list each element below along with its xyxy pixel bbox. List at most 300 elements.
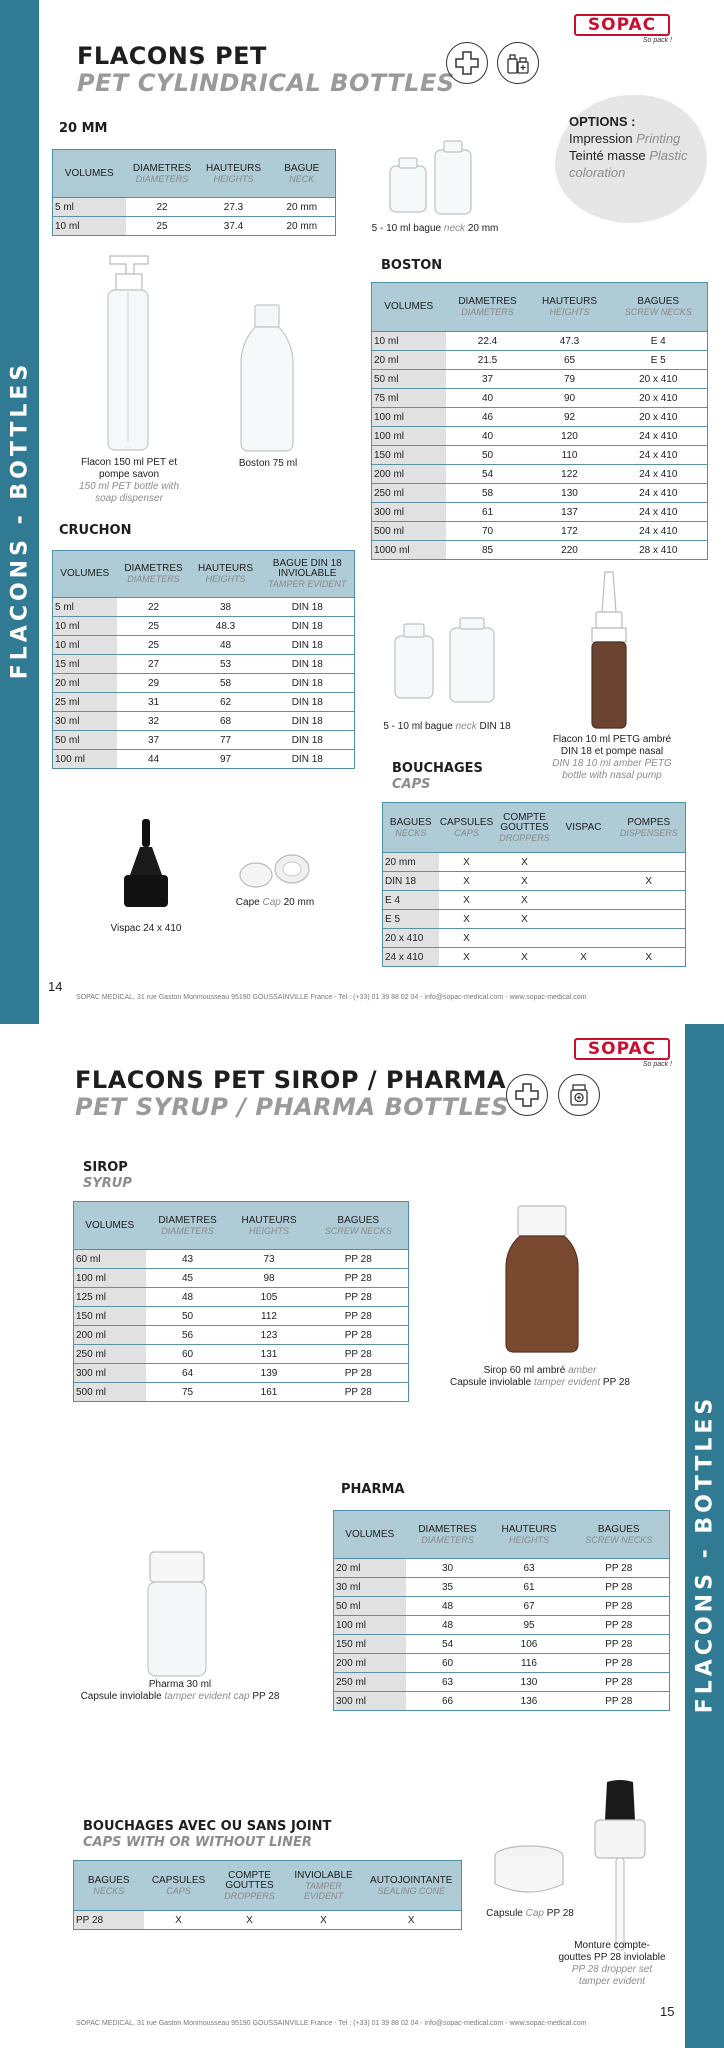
table-row xyxy=(372,522,708,541)
page-15 xyxy=(0,1024,724,2048)
table-cell: 24 x 410 xyxy=(610,503,708,522)
table-cell: 73 xyxy=(230,1250,309,1269)
page-subtitle: PET CYLINDRICAL BOTTLES xyxy=(77,69,455,97)
caption-soap-dispenser: Flacon 150 ml PET et pompe savon 150 ml PET bottle with soap dispenser xyxy=(78,457,180,504)
table-cell: PP 28 xyxy=(569,1597,670,1616)
table-cell: DIN 18 xyxy=(261,731,355,750)
page-number: 15 xyxy=(660,2004,675,2019)
table-cell: 40 xyxy=(446,427,530,446)
page-number: 14 xyxy=(48,979,63,994)
table-cell: PP 28 xyxy=(569,1578,670,1597)
table-cell: 92 xyxy=(530,408,610,427)
table-row xyxy=(334,1597,670,1616)
table-cell: 60 xyxy=(406,1654,490,1673)
section-syrup-title: SIROP xyxy=(83,1160,128,1175)
table-cell: 85 xyxy=(446,541,530,560)
column-header: CAPSULES CAPS xyxy=(439,803,495,853)
table-cell: 50 xyxy=(146,1307,230,1326)
table-cell: 24 x 410 xyxy=(383,948,439,967)
caption-cap-20mm: Cape Cap 20 mm xyxy=(235,897,315,908)
table-cell: 24 x 410 xyxy=(610,446,708,465)
table-cell: 300 ml xyxy=(74,1364,146,1383)
table-cell: 250 ml xyxy=(372,484,446,503)
table-cell xyxy=(495,929,555,948)
column-header: DIAMETRES DIAMETERS xyxy=(146,1202,230,1250)
table-row xyxy=(53,217,336,236)
table-cell: DIN 18 xyxy=(261,636,355,655)
table-cell: 300 ml xyxy=(334,1692,406,1711)
table-cell: 40 xyxy=(446,389,530,408)
table-pharma xyxy=(333,1510,670,1711)
table-cell: 200 ml xyxy=(372,465,446,484)
column-header: BAGUE NECK xyxy=(269,150,336,198)
option-coloration-2: coloration xyxy=(569,165,626,180)
table-row xyxy=(334,1673,670,1692)
table-cell xyxy=(613,891,686,910)
column-header: BAGUES SCREW NECKS xyxy=(610,283,708,332)
cross-icon xyxy=(446,42,488,84)
table-cell: 44 xyxy=(117,750,191,769)
option-printing: Impression Printing xyxy=(569,131,681,146)
table-row xyxy=(53,731,355,750)
table-cell: 150 ml xyxy=(372,446,446,465)
table-cell: 46 xyxy=(446,408,530,427)
table-cell: E 4 xyxy=(610,332,708,351)
table-cell: E 5 xyxy=(610,351,708,370)
table-cell: 65 xyxy=(530,351,610,370)
table-cell: 172 xyxy=(530,522,610,541)
table-cell: 106 xyxy=(490,1635,569,1654)
table-cell: 58 xyxy=(191,674,261,693)
table-row xyxy=(372,408,708,427)
table-cell: DIN 18 xyxy=(261,750,355,769)
cross-icon xyxy=(506,1074,548,1116)
section-cruchon-title: CRUCHON xyxy=(59,523,132,538)
table-cell: 25 xyxy=(117,636,191,655)
table-cell: 25 xyxy=(117,617,191,636)
table-boston xyxy=(371,282,708,560)
table-cell: 63 xyxy=(406,1673,490,1692)
section-pharma-title: PHARMA xyxy=(341,1482,405,1497)
table-cell: 220 xyxy=(530,541,610,560)
nasal-pump-bottle-image xyxy=(584,570,634,730)
table-cell xyxy=(613,853,686,872)
cap-20mm-image xyxy=(236,853,316,893)
table-row xyxy=(74,1307,409,1326)
table-row xyxy=(53,617,355,636)
table-cell: PP 28 xyxy=(74,1911,144,1930)
section-caps-title: BOUCHAGES xyxy=(392,761,483,776)
table-cell: 30 xyxy=(406,1559,490,1578)
caption-capsule-pp28: Capsule Cap PP 28 xyxy=(486,1908,574,1919)
caption-vispac: Vispac 24 x 410 xyxy=(110,923,182,934)
table-cell: 37 xyxy=(446,370,530,389)
table-row xyxy=(372,351,708,370)
table-row xyxy=(383,891,686,910)
table-cell: 54 xyxy=(446,465,530,484)
table-cell: X xyxy=(495,891,555,910)
column-header: VOLUMES xyxy=(53,551,117,598)
column-header: VOLUMES xyxy=(74,1202,146,1250)
column-header: HAUTEURS HEIGHTS xyxy=(230,1202,309,1250)
caption-boston: Boston 75 ml xyxy=(238,458,298,469)
table-cell: DIN 18 xyxy=(261,712,355,731)
table-cell: 10 ml xyxy=(53,617,117,636)
table-cell: 20 mm xyxy=(269,217,336,236)
boston-bottle-image xyxy=(237,303,297,453)
column-header: HAUTEURS HEIGHTS xyxy=(191,551,261,598)
table-caps xyxy=(382,802,686,967)
table-cell: 50 xyxy=(446,446,530,465)
table-cell xyxy=(555,853,613,872)
table-cell: PP 28 xyxy=(569,1635,670,1654)
table-row xyxy=(53,655,355,674)
table-cell: X xyxy=(214,1911,286,1930)
table-row xyxy=(383,853,686,872)
table-cell xyxy=(555,929,613,948)
table-cell: 35 xyxy=(406,1578,490,1597)
table-cell: 300 ml xyxy=(372,503,446,522)
table-cell: 90 xyxy=(530,389,610,408)
table-cell: 110 xyxy=(530,446,610,465)
column-header: COMPTE GOUTTES DROPPERS xyxy=(214,1861,286,1911)
table-cell: 15 ml xyxy=(53,655,117,674)
table-row xyxy=(53,198,336,217)
table-cell: 24 x 410 xyxy=(610,465,708,484)
table-cell: 95 xyxy=(490,1616,569,1635)
column-header: POMPES DISPENSERS xyxy=(613,803,686,853)
sopac-logo: SOPAC So pack ! xyxy=(574,1038,674,1072)
table-row xyxy=(383,910,686,929)
soap-dispenser-image xyxy=(98,252,158,452)
table-cell: 75 ml xyxy=(372,389,446,408)
table-row xyxy=(334,1654,670,1673)
column-header: DIAMETRES DIAMETERS xyxy=(126,150,199,198)
table-row xyxy=(53,636,355,655)
table-cell: 20 mm xyxy=(269,198,336,217)
table-cell: 47.3 xyxy=(530,332,610,351)
table-cell: X xyxy=(439,929,495,948)
table-cell: 100 ml xyxy=(372,427,446,446)
table-cell: 67 xyxy=(490,1597,569,1616)
table-cell: 64 xyxy=(146,1364,230,1383)
section-boston-title: BOSTON xyxy=(381,258,443,273)
table-row xyxy=(74,1326,409,1345)
table-cell: 20 x 410 xyxy=(610,370,708,389)
table-row xyxy=(74,1250,409,1269)
footer: SOPAC MEDICAL, 31 rue Gaston Monmousseau 95190 GOUSSAINVILLE France - Tel : (+33) 01 39 88 02 04 - info@sopac-medical.com - www.sopac-medical.com xyxy=(76,2020,587,2027)
table-row xyxy=(53,598,355,617)
table-cell: 48.3 xyxy=(191,617,261,636)
column-header: HAUTEURS HEIGHTS xyxy=(490,1511,569,1559)
table-cell: 150 ml xyxy=(334,1635,406,1654)
table-cell: 63 xyxy=(490,1559,569,1578)
page-title: FLACONS PET xyxy=(77,42,267,70)
column-header: BAGUES NECKS xyxy=(74,1861,144,1911)
table-row xyxy=(334,1559,670,1578)
caption-syrup: Sirop 60 ml ambré amber Capsule inviolable tamper evident PP 28 xyxy=(450,1365,630,1388)
table-cell: 66 xyxy=(406,1692,490,1711)
table-cell: 500 ml xyxy=(74,1383,146,1402)
column-header: AUTOJOINTANTE SEALING CONE xyxy=(362,1861,462,1911)
table-cell: 32 xyxy=(117,712,191,731)
table-cell: 22 xyxy=(117,598,191,617)
table-row xyxy=(53,674,355,693)
table-row xyxy=(74,1364,409,1383)
table-row xyxy=(74,1911,462,1930)
table-cell: 45 xyxy=(146,1269,230,1288)
table-cell: DIN 18 xyxy=(383,872,439,891)
table-cell: X xyxy=(613,872,686,891)
column-header: BAGUE DIN 18 INVIOLABLE TAMPER EVIDENT xyxy=(261,551,355,598)
table-cell: 22 xyxy=(126,198,199,217)
column-header: CAPSULES CAPS xyxy=(144,1861,214,1911)
pharmacy-jar-icon xyxy=(558,1074,600,1116)
column-header: VOLUMES xyxy=(372,283,446,332)
table-cell: 54 xyxy=(406,1635,490,1654)
table-cell: PP 28 xyxy=(309,1345,409,1364)
table-cell: 125 ml xyxy=(74,1288,146,1307)
column-header: DIAMETRES DIAMETERS xyxy=(406,1511,490,1559)
table-cell: PP 28 xyxy=(569,1654,670,1673)
table-cell: X xyxy=(439,910,495,929)
section-caps-liner-title: BOUCHAGES AVEC OU SANS JOINT xyxy=(83,1819,332,1834)
caption-vials-din18: 5 - 10 ml bague neck DIN 18 xyxy=(383,721,511,732)
column-header: HAUTEURS HEIGHTS xyxy=(530,283,610,332)
sopac-logo: SOPAC So pack ! xyxy=(574,14,674,48)
table-cell: 20 x 410 xyxy=(383,929,439,948)
caption-nasal-pump: Flacon 10 ml PETG ambré DIN 18 et pompe nasal DIN 18 10 ml amber PETG bottle with nasal pump xyxy=(552,734,672,781)
table-cell: 139 xyxy=(230,1364,309,1383)
table-cell: 5 ml xyxy=(53,198,126,217)
vials-20mm-image xyxy=(385,138,475,218)
table-cell: 30 ml xyxy=(334,1578,406,1597)
table-cell: DIN 18 xyxy=(261,598,355,617)
table-cell: E 4 xyxy=(383,891,439,910)
table-cell: 97 xyxy=(191,750,261,769)
section-20mm-title: 20 MM xyxy=(59,121,108,136)
table-cell: 48 xyxy=(191,636,261,655)
table-cell: 122 xyxy=(530,465,610,484)
table-cell: 27.3 xyxy=(199,198,269,217)
caption-dropper-pp28: Monture compte- gouttes PP 28 inviolable PP 28 dropper set tamper evident xyxy=(558,1940,666,1987)
table-row xyxy=(53,693,355,712)
column-header: DIAMETRES DIAMETERS xyxy=(117,551,191,598)
table-cell: 100 ml xyxy=(372,408,446,427)
table-row xyxy=(74,1383,409,1402)
table-cell: 27 xyxy=(117,655,191,674)
table-cell: 30 ml xyxy=(53,712,117,731)
table-cell: 10 ml xyxy=(53,217,126,236)
table-row xyxy=(372,446,708,465)
table-cell: 131 xyxy=(230,1345,309,1364)
table-cell: PP 28 xyxy=(309,1326,409,1345)
table-cell: 60 xyxy=(146,1345,230,1364)
table-cell: 100 ml xyxy=(334,1616,406,1635)
vispac-cap-image xyxy=(118,817,178,917)
table-cell: 20 x 410 xyxy=(610,408,708,427)
table-cell: X xyxy=(439,872,495,891)
table-cell: 20 x 410 xyxy=(610,389,708,408)
table-row xyxy=(334,1692,670,1711)
table-cell: X xyxy=(439,948,495,967)
table-cell: 120 xyxy=(530,427,610,446)
table-cell: 5 ml xyxy=(53,598,117,617)
table-cell: 250 ml xyxy=(74,1345,146,1364)
column-header: BAGUES SCREW NECKS xyxy=(569,1511,670,1559)
table-cell: 31 xyxy=(117,693,191,712)
table-cell xyxy=(555,872,613,891)
column-header: VOLUMES xyxy=(53,150,126,198)
side-label: FLACONS - BOTTLES xyxy=(692,1394,718,1714)
table-cell: 24 x 410 xyxy=(610,484,708,503)
table-cell: 500 ml xyxy=(372,522,446,541)
pharma-bottle-image xyxy=(142,1550,212,1680)
table-cell: 48 xyxy=(146,1288,230,1307)
table-cell: 1000 ml xyxy=(372,541,446,560)
table-cell: PP 28 xyxy=(309,1269,409,1288)
table-cell: 77 xyxy=(191,731,261,750)
page-title: FLACONS PET SIROP / PHARMA xyxy=(75,1066,507,1094)
section-caps-subtitle: CAPS xyxy=(392,777,431,792)
table-cell: 29 xyxy=(117,674,191,693)
table-cell: 98 xyxy=(230,1269,309,1288)
table-cell: X xyxy=(286,1911,362,1930)
table-cell: 75 xyxy=(146,1383,230,1402)
table-syrup xyxy=(73,1201,409,1402)
table-cell: 150 ml xyxy=(74,1307,146,1326)
table-cell: X xyxy=(439,891,495,910)
table-row xyxy=(383,872,686,891)
pharmacy-products-icon xyxy=(497,42,539,84)
table-cell: 112 xyxy=(230,1307,309,1326)
table-cell: PP 28 xyxy=(569,1616,670,1635)
table-cell: DIN 18 xyxy=(261,617,355,636)
column-header: BAGUES NECKS xyxy=(383,803,439,853)
column-header: COMPTE GOUTTES DROPPERS xyxy=(495,803,555,853)
column-header: DIAMETRES DIAMETERS xyxy=(446,283,530,332)
table-cell: 37 xyxy=(117,731,191,750)
table-row xyxy=(372,541,708,560)
table-row xyxy=(372,465,708,484)
table-row xyxy=(372,503,708,522)
table-cell: 10 ml xyxy=(53,636,117,655)
column-header: VISPAC xyxy=(555,803,613,853)
table-cell: PP 28 xyxy=(569,1692,670,1711)
capsule-pp28-image xyxy=(489,1844,569,1904)
table-cell: 28 x 410 xyxy=(610,541,708,560)
table-cell: PP 28 xyxy=(569,1673,670,1692)
table-cell: 70 xyxy=(446,522,530,541)
table-cell: X xyxy=(439,853,495,872)
table-cell: PP 28 xyxy=(569,1559,670,1578)
table-cell: PP 28 xyxy=(309,1288,409,1307)
table-cell xyxy=(555,891,613,910)
table-cell: 43 xyxy=(146,1250,230,1269)
table-cell: 37.4 xyxy=(199,217,269,236)
vials-din18-image xyxy=(390,618,500,708)
table-cell: PP 28 xyxy=(309,1383,409,1402)
table-cell: 116 xyxy=(490,1654,569,1673)
table-cell: 10 ml xyxy=(372,332,446,351)
table-cell xyxy=(613,929,686,948)
table-cell: 21.5 xyxy=(446,351,530,370)
side-label: FLACONS - BOTTLES xyxy=(7,360,33,680)
table-row xyxy=(383,948,686,967)
table-cell: 38 xyxy=(191,598,261,617)
table-cell: 250 ml xyxy=(334,1673,406,1692)
table-caps-liner xyxy=(73,1860,462,1930)
table-cell: 48 xyxy=(406,1597,490,1616)
section-caps-liner-subtitle: CAPS WITH OR WITHOUT LINER xyxy=(83,1835,312,1850)
table-row xyxy=(53,712,355,731)
table-cell: 123 xyxy=(230,1326,309,1345)
table-cell: X xyxy=(362,1911,462,1930)
table-cell: DIN 18 xyxy=(261,655,355,674)
table-cell: X xyxy=(144,1911,214,1930)
option-coloration: Teinté masse Plastic xyxy=(569,148,688,163)
table-row xyxy=(334,1635,670,1654)
column-header: VOLUMES xyxy=(334,1511,406,1559)
table-cell: 62 xyxy=(191,693,261,712)
table-row xyxy=(372,427,708,446)
table-cell: 50 ml xyxy=(372,370,446,389)
table-cell: 136 xyxy=(490,1692,569,1711)
table-row xyxy=(372,389,708,408)
table-cell: 22.4 xyxy=(446,332,530,351)
table-row xyxy=(74,1345,409,1364)
table-cell: 20 ml xyxy=(53,674,117,693)
table-cell: 130 xyxy=(490,1673,569,1692)
table-cell: 68 xyxy=(191,712,261,731)
table-cell: 50 ml xyxy=(334,1597,406,1616)
table-cell: X xyxy=(495,872,555,891)
table-row xyxy=(53,750,355,769)
table-cell: DIN 18 xyxy=(261,693,355,712)
table-cell: 48 xyxy=(406,1616,490,1635)
table-cell: 58 xyxy=(446,484,530,503)
table-cell: X xyxy=(613,948,686,967)
table-cell: 56 xyxy=(146,1326,230,1345)
table-row xyxy=(74,1269,409,1288)
column-header: BAGUES SCREW NECKS xyxy=(309,1202,409,1250)
table-cell: 20 mm xyxy=(383,853,439,872)
syrup-bottle-image xyxy=(502,1204,582,1354)
caption-vials-20mm: 5 - 10 ml bague neck 20 mm xyxy=(371,223,499,234)
table-row xyxy=(372,370,708,389)
table-cell: 24 x 410 xyxy=(610,522,708,541)
table-cell: 100 ml xyxy=(74,1269,146,1288)
table-cell: PP 28 xyxy=(309,1250,409,1269)
table-cruchon xyxy=(52,550,355,769)
table-cell: 24 x 410 xyxy=(610,427,708,446)
caption-pharma: Pharma 30 ml Capsule inviolable tamper evident cap PP 28 xyxy=(80,1679,280,1702)
table-cell xyxy=(555,910,613,929)
column-header: INVIOLABLE TAMPER EVIDENT xyxy=(286,1861,362,1911)
table-20mm xyxy=(52,149,336,236)
table-cell: 60 ml xyxy=(74,1250,146,1269)
table-cell: 100 ml xyxy=(53,750,117,769)
table-cell: E 5 xyxy=(383,910,439,929)
table-cell: 20 ml xyxy=(372,351,446,370)
table-cell: 137 xyxy=(530,503,610,522)
table-cell: X xyxy=(555,948,613,967)
table-cell: 50 ml xyxy=(53,731,117,750)
table-row xyxy=(334,1578,670,1597)
page-subtitle: PET SYRUP / PHARMA BOTTLES xyxy=(75,1093,509,1121)
table-row xyxy=(372,484,708,503)
table-cell: 200 ml xyxy=(74,1326,146,1345)
